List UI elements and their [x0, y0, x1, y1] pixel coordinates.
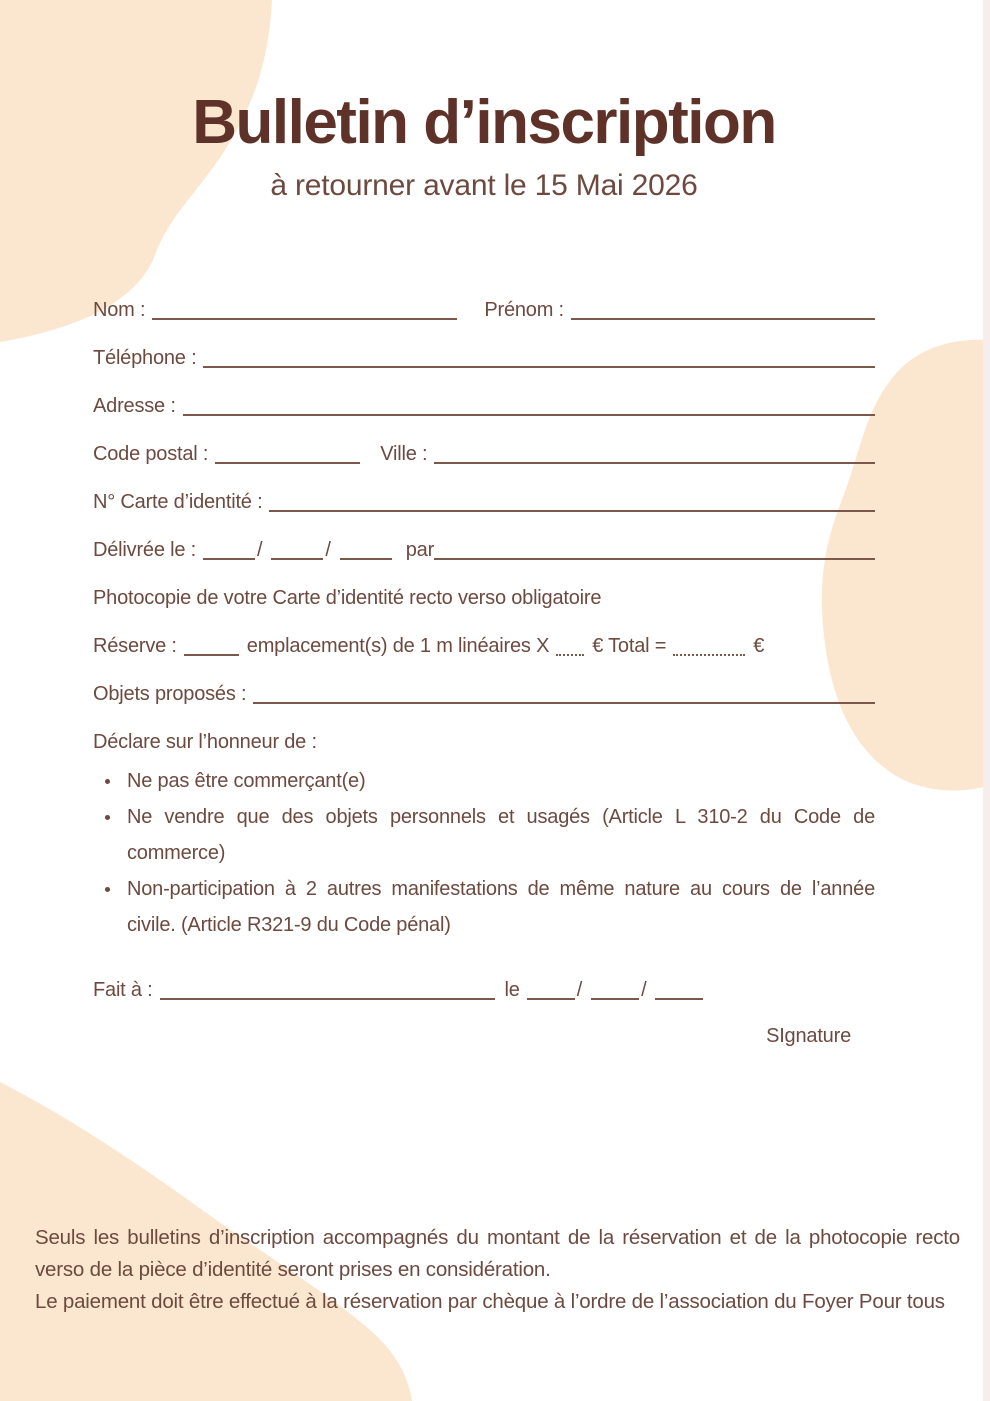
row-delivree-par	[93, 537, 875, 563]
bullet-dot-icon	[93, 763, 127, 799]
price-dotted-blank	[556, 646, 584, 656]
euro-sign: €	[753, 635, 765, 657]
code-postal-blank-line	[215, 454, 360, 464]
par-blank-line	[434, 550, 875, 560]
carte-identite-blank-line	[269, 502, 875, 512]
form-fields	[93, 297, 875, 1048]
prenom-blank-line	[571, 310, 875, 320]
date-day-blank	[203, 550, 255, 560]
row-code-postal-ville	[93, 441, 875, 467]
row-adresse	[93, 393, 875, 419]
code-postal-label: Code postal :	[93, 443, 209, 465]
bullet-text: Non-participation à 2 autres manifestations de même nature au cours de l’année civile. (Article R321-9 du Code pénal)	[127, 878, 875, 936]
ville-blank-line	[434, 454, 875, 464]
date-month-blank	[591, 990, 639, 1000]
footer-conditions	[35, 1222, 960, 1318]
date-year-blank	[340, 550, 392, 560]
date-month-blank	[271, 550, 323, 560]
list-item	[93, 763, 875, 799]
objets-label: Objets proposés :	[93, 683, 247, 705]
par-label: par	[405, 539, 435, 561]
total-dotted-blank	[673, 646, 745, 656]
row-carte-identite	[93, 489, 875, 515]
reserve-label: Réserve :	[93, 635, 177, 657]
date-separator: /	[641, 979, 647, 1001]
fait-a-label: Fait à :	[93, 979, 153, 1001]
nom-label: Nom :	[93, 299, 146, 321]
prenom-label: Prénom :	[484, 299, 564, 321]
carte-identite-label: N° Carte d’identité :	[93, 491, 263, 513]
reserve-count-blank	[184, 646, 239, 656]
page-subtitle: à retourner avant le 15 Mai 2026	[270, 169, 698, 202]
page-title: Bulletin d’inscription	[192, 88, 776, 157]
footer-paragraph-2: Le paiement doit être effectué à la réservation par chèque à l’ordre de l’association du Foyer Pour tous	[35, 1290, 945, 1313]
bullet-dot-icon	[93, 871, 127, 943]
footer-paragraph-1: Seuls les bulletins d’inscription accompagnés du montant de la réservation et de la photocopie recto verso de la pièce d’identité seront prises en considération.	[35, 1226, 960, 1281]
telephone-blank-line	[203, 358, 875, 368]
adresse-blank-line	[183, 406, 875, 416]
declaration-list	[93, 763, 875, 943]
signature-label: SIgnature	[766, 1025, 851, 1047]
date-separator: /	[576, 979, 583, 1001]
ville-label: Ville :	[380, 443, 428, 465]
row-nom-prenom	[93, 297, 875, 323]
date-separator: /	[257, 539, 263, 561]
bullet-text: Ne pas être commerçant(e)	[127, 770, 366, 792]
list-item	[93, 799, 875, 871]
row-fait-a	[93, 977, 875, 1003]
bullet-dot-icon	[93, 799, 127, 871]
delivree-label: Délivrée le :	[93, 539, 196, 561]
row-telephone	[93, 345, 875, 371]
fait-a-blank-line	[160, 990, 495, 1000]
nom-blank-line	[152, 310, 457, 320]
date-separator: /	[325, 539, 331, 561]
date-year-blank	[655, 990, 703, 1000]
telephone-label: Téléphone :	[93, 347, 197, 369]
list-item	[93, 871, 875, 943]
declare-heading: Déclare sur l’honneur de :	[93, 731, 317, 753]
reserve-text: emplacement(s) de 1 m linéaires X	[246, 635, 550, 657]
row-reserve	[93, 633, 875, 659]
adresse-label: Adresse :	[93, 395, 176, 417]
photocopie-note: Photocopie de votre Carte d’identité recto verso obligatoire	[93, 587, 602, 609]
bullet-text: Ne vendre que des objets personnels et usagés (Article L 310-2 du Code de commerce)	[127, 806, 875, 864]
row-objets	[93, 681, 875, 707]
reserve-total-label: € Total =	[592, 635, 667, 657]
date-day-blank	[527, 990, 575, 1000]
objets-blank-line	[253, 694, 875, 704]
le-label: le	[504, 979, 520, 1001]
